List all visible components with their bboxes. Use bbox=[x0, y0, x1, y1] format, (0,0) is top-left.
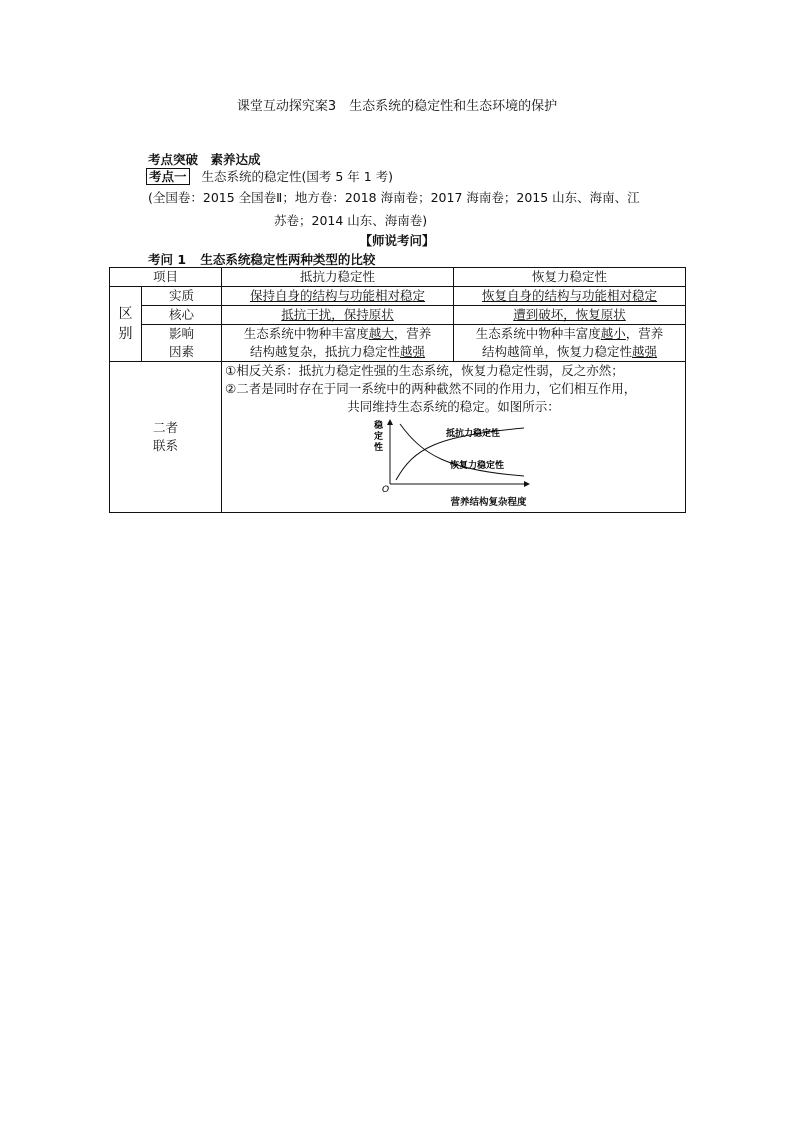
resist-text-e: 越强 bbox=[400, 344, 426, 359]
kaowen-line bbox=[148, 250, 375, 268]
link-text-1: ①相反关系：抵抗力稳定性强的生态系统，恢复力稳定性弱，反之亦然； bbox=[225, 363, 624, 378]
recover-text-d: 结构越简单，恢复力稳定性 bbox=[482, 344, 633, 359]
qubie-label: 区别 bbox=[110, 287, 142, 362]
row-label-yingxiang bbox=[142, 325, 222, 362]
row-label-hexin: 核心 bbox=[142, 306, 222, 325]
section-heading: 考点突破 素养达成 bbox=[148, 152, 261, 167]
page-title: 课堂互动探究案3 生态系统的稳定性和生态环境的保护 bbox=[236, 99, 558, 114]
sources-line-1: (全国卷：2015 全国卷Ⅱ；地方卷：2018 海南卷；2017 海南卷；2015 山东、海南、江 bbox=[148, 190, 640, 205]
link-label bbox=[110, 362, 222, 513]
cell-resist-shizhi: 保持自身的结构与功能相对稳定 bbox=[222, 287, 454, 306]
stability-chart bbox=[374, 418, 534, 494]
series-label-recovery: 恢复力稳定性 bbox=[449, 461, 504, 471]
row-label-shizhi: 实质 bbox=[142, 287, 222, 306]
table-row-link bbox=[110, 362, 686, 513]
recover-text-c: ，营养 bbox=[625, 326, 664, 341]
link-label-line2: 联系 bbox=[153, 438, 179, 453]
sources-line-2: 苏卷；2014 山东、海南卷) bbox=[274, 213, 428, 228]
recover-text-b: 越小 bbox=[600, 326, 626, 341]
table-row bbox=[110, 306, 686, 325]
cell-recover-hexin: 遭到破坏，恢复原状 bbox=[454, 306, 686, 325]
y-label-char-2: 定 bbox=[373, 432, 383, 442]
table-header-row bbox=[110, 268, 686, 287]
link-text-3: 共同维持生态系统的稳定。如图所示： bbox=[347, 399, 560, 414]
cell-resist-hexin: 抵抗干扰，保持原状 bbox=[222, 306, 454, 325]
link-text-2: ②二者是同时存在于同一系统中的两种截然不同的作用力，它们相互作用， bbox=[225, 381, 637, 396]
kaodian-text: 生态系统的稳定性(国考 5 年 1 考) bbox=[201, 169, 394, 184]
y-label-char-1: 稳 bbox=[373, 421, 383, 431]
resist-text-d: 结构越复杂，抵抗力稳定性 bbox=[250, 344, 401, 359]
table-row bbox=[110, 287, 686, 306]
header-item: 项目 bbox=[110, 268, 222, 287]
kaodian-line bbox=[146, 167, 393, 185]
series-label-resistance: 抵抗力稳定性 bbox=[445, 429, 500, 439]
recover-text-e: 越强 bbox=[632, 344, 658, 359]
x-axis-label: 营养结构复杂程度 bbox=[450, 497, 527, 508]
resist-text-a: 生态系统中物种丰富度 bbox=[243, 326, 369, 341]
y-label-char-3: 性 bbox=[373, 443, 383, 453]
cell-recover-yingxiang bbox=[454, 325, 686, 362]
cell-resist-yingxiang bbox=[222, 325, 454, 362]
origin-label: O bbox=[381, 485, 389, 494]
cell-recover-shizhi: 恢复自身的结构与功能相对稳定 bbox=[454, 287, 686, 306]
kaowen-text: 生态系统稳定性两种类型的比较 bbox=[200, 252, 376, 267]
table-row bbox=[110, 325, 686, 362]
resist-text-b: 越大 bbox=[368, 326, 394, 341]
comparison-table bbox=[109, 267, 686, 513]
link-content bbox=[222, 362, 686, 513]
resist-text-c: ，营养 bbox=[393, 326, 432, 341]
header-recover: 恢复力稳定性 bbox=[454, 268, 686, 287]
row-label-line2: 因素 bbox=[169, 344, 195, 359]
recover-text-a: 生态系统中物种丰富度 bbox=[475, 326, 601, 341]
header-resist: 抵抗力稳定性 bbox=[222, 268, 454, 287]
kaodian-tag: 考点一 bbox=[146, 168, 190, 185]
link-label-line1: 二者 bbox=[153, 420, 179, 435]
kaowen-tag: 考问 1 bbox=[148, 252, 187, 267]
row-label-line1: 影响 bbox=[169, 326, 195, 341]
shishuo-heading: 【师说考问】 bbox=[359, 233, 435, 248]
